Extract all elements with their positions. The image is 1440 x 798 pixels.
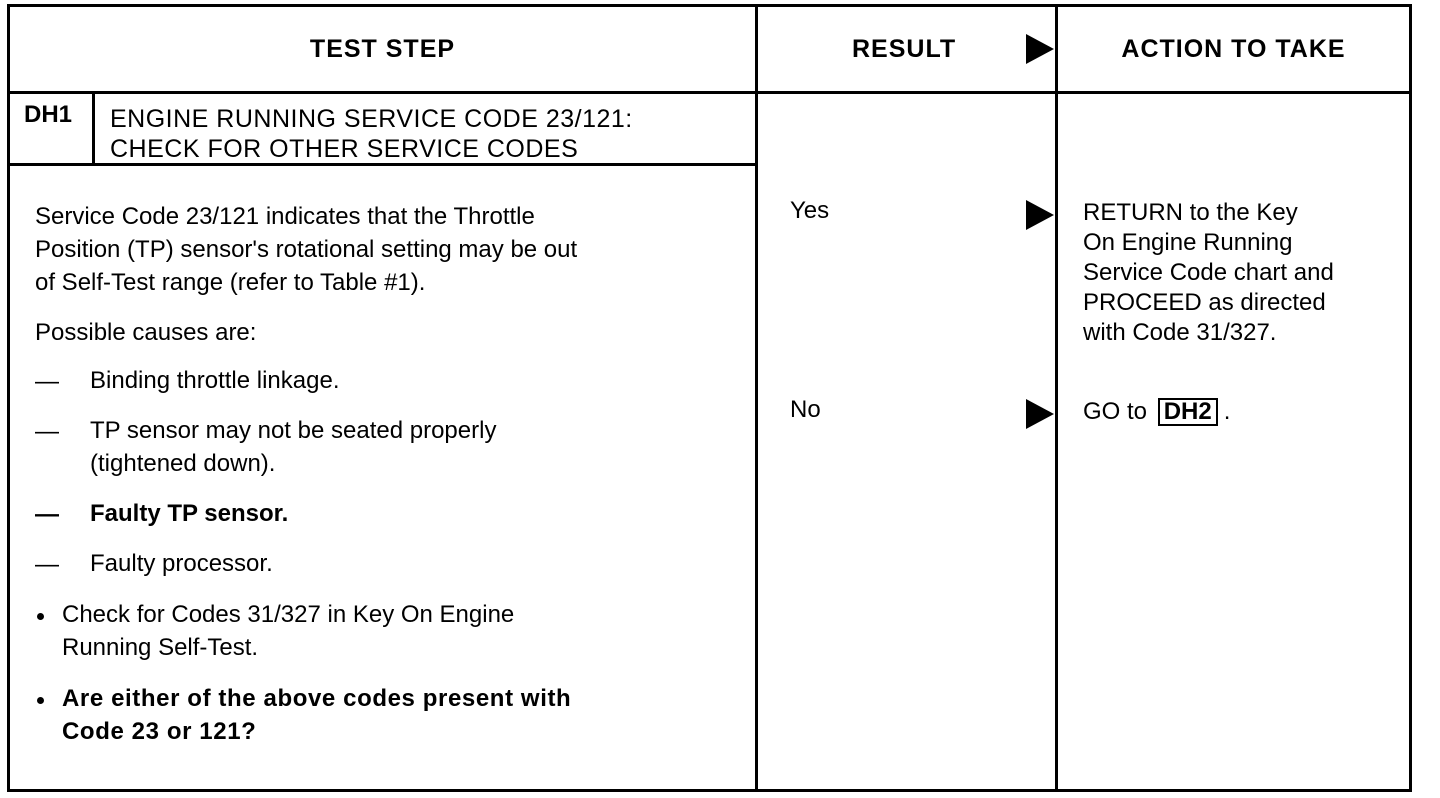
column-divider-result	[755, 7, 758, 789]
header-test-step: TEST STEP	[309, 34, 456, 63]
arrow-icon	[1026, 399, 1054, 429]
dash-marker: —	[35, 418, 59, 445]
cause-item: Binding throttle linkage.	[90, 367, 340, 394]
step-reference-link[interactable]: DH2	[1158, 398, 1218, 426]
header-rule	[10, 91, 1409, 94]
header-action: ACTION TO TAKE	[1121, 34, 1346, 63]
bullet-marker	[37, 697, 44, 704]
action-yes: RETURN to the Key On Engine Running Service Code chart and PROCEED as directed with Code 31/327.	[1083, 199, 1334, 346]
intro-paragraph: Service Code 23/121 indicates that the Throttle Position (TP) sensor's rotational setting may be out of Self-Test range (refer to Table #1).	[35, 203, 578, 296]
cause-item: TP sensor may not be seated properly (tightened down).	[90, 417, 497, 477]
result-no: No	[790, 396, 821, 423]
causes-heading: Possible causes are:	[35, 319, 257, 346]
step-title: ENGINE RUNNING SERVICE CODE 23/121: CHECK FOR OTHER SERVICE CODES	[110, 105, 633, 163]
action-no: GO to DH2 .	[1083, 398, 1231, 425]
check-instruction: Check for Codes 31/327 in Key On Engine Running Self-Test.	[62, 601, 515, 661]
bullet-marker	[37, 613, 44, 620]
dash-marker: —	[35, 368, 59, 395]
header-arrow-icon	[1026, 34, 1054, 64]
cause-item: Faulty processor.	[90, 550, 273, 577]
dash-marker: —	[35, 501, 59, 528]
dash-marker: —	[35, 551, 59, 578]
question: Are either of the above codes present with Code 23 or 121?	[62, 685, 572, 745]
arrow-icon	[1026, 200, 1054, 230]
column-divider-action	[1055, 7, 1058, 789]
step-id: DH1	[24, 101, 73, 128]
header-result: RESULT	[852, 34, 957, 63]
result-yes: Yes	[790, 197, 830, 224]
diagnostic-table	[7, 4, 1412, 792]
cause-item: Faulty TP sensor.	[90, 500, 289, 527]
step-id-divider	[92, 91, 95, 165]
